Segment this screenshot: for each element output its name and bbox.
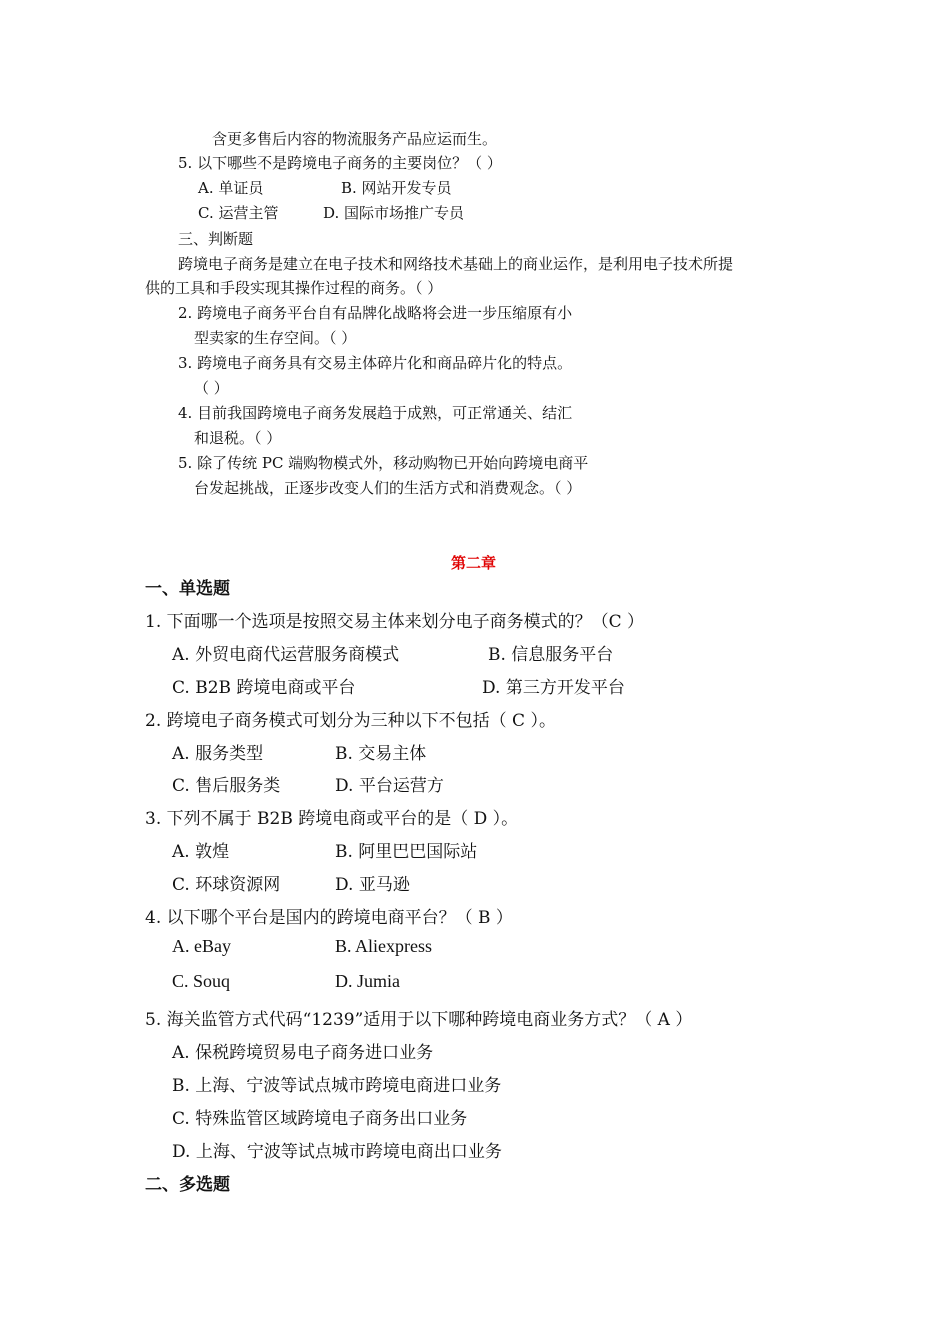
continuation-text: 含更多售后内容的物流服务产品应运而生。	[212, 130, 498, 148]
option-c: C. 运营主管	[198, 204, 279, 222]
judge-item-5-line1: 5. 除了传统 PC 端购物模式外，移动购物已开始向跨境电商平	[178, 454, 589, 472]
option-b: B. 网站开发专员	[341, 179, 452, 197]
option-b: B. Aliexpress	[335, 936, 432, 956]
option-c: C. Souq	[172, 971, 231, 991]
section-heading-multiple-choice: 二、多选题	[145, 1175, 230, 1195]
option-c: C. B2B 跨境电商或平台	[172, 678, 356, 698]
judge-item-2-line2: 型卖家的生存空间。（ ）	[194, 329, 357, 347]
judge-item-2-line1: 2. 跨境电子商务平台自有品牌化战略将会进一步压缩原有小	[178, 304, 573, 322]
question-stem: 4. 以下哪个平台是国内的跨境电商平台？（ B ）	[145, 908, 513, 928]
section-heading-single-choice: 一、单选题	[145, 579, 230, 599]
chapter-title: 第二章	[451, 554, 497, 572]
judge-item-3-line2: （ ）	[194, 379, 229, 397]
option-d: D. Jumia	[335, 971, 400, 991]
option-d: D. 国际市场推广专员	[323, 204, 465, 222]
judge-item-5-line2: 台发起挑战，正逐步改变人们的生活方式和消费观念。（ ）	[194, 479, 582, 497]
option-d: D. 第三方开发平台	[482, 678, 625, 698]
judge-item-1-line2: 供的工具和手段实现其操作过程的商务。（ ）	[145, 279, 443, 297]
option-a: A. 敦煌	[172, 842, 230, 862]
option-a: A. 外贸电商代运营服务商模式	[172, 645, 400, 665]
judge-item-4-line2: 和退税。（ ）	[194, 429, 282, 447]
option-c: C. 特殊监管区域跨境电子商务出口业务	[172, 1109, 468, 1129]
option-a: A. 保税跨境贸易电子商务进口业务	[172, 1043, 434, 1063]
option-b: B. 阿里巴巴国际站	[335, 842, 478, 862]
question-stem: 5. 海关监管方式代码“1239”适用于以下哪种跨境电商业务方式？（ A ）	[145, 1010, 693, 1030]
option-c: C. 环球资源网	[172, 875, 281, 895]
question-stem: 2. 跨境电子商务模式可划分为三种以下不包括（ C ）。	[145, 711, 556, 731]
question-stem: 1. 下面哪一个选项是按照交易主体来划分电子商务模式的？（C ）	[145, 612, 645, 632]
option-a: A. 服务类型	[172, 744, 264, 764]
option-a: A. eBay	[172, 936, 231, 956]
option-d: D. 亚马逊	[335, 875, 410, 895]
option-d: D. 平台运营方	[335, 776, 444, 796]
option-b: B. 交易主体	[335, 744, 427, 764]
question-stem: 3. 下列不属于 B2B 跨境电商或平台的是（ D ）。	[145, 809, 519, 829]
option-a: A. 单证员	[198, 179, 264, 197]
option-d: D. 上海、宁波等试点城市跨境电商出口业务	[172, 1142, 502, 1162]
option-b: B. 信息服务平台	[488, 645, 614, 665]
judge-item-1-line1: 跨境电子商务是建立在电子技术和网络技术基础上的商业运作，是利用电子技术所提	[178, 255, 734, 273]
judge-item-3-line1: 3. 跨境电子商务具有交易主体碎片化和商品碎片化的特点。	[178, 354, 573, 372]
question-stem: 5. 以下哪些不是跨境电子商务的主要岗位？（ ）	[178, 154, 502, 172]
option-c: C. 售后服务类	[172, 776, 281, 796]
judge-heading: 三、判断题	[178, 230, 254, 248]
judge-item-4-line1: 4. 目前我国跨境电子商务发展趋于成熟，可正常通关、结汇	[178, 404, 573, 422]
option-b: B. 上海、宁波等试点城市跨境电商进口业务	[172, 1076, 502, 1096]
